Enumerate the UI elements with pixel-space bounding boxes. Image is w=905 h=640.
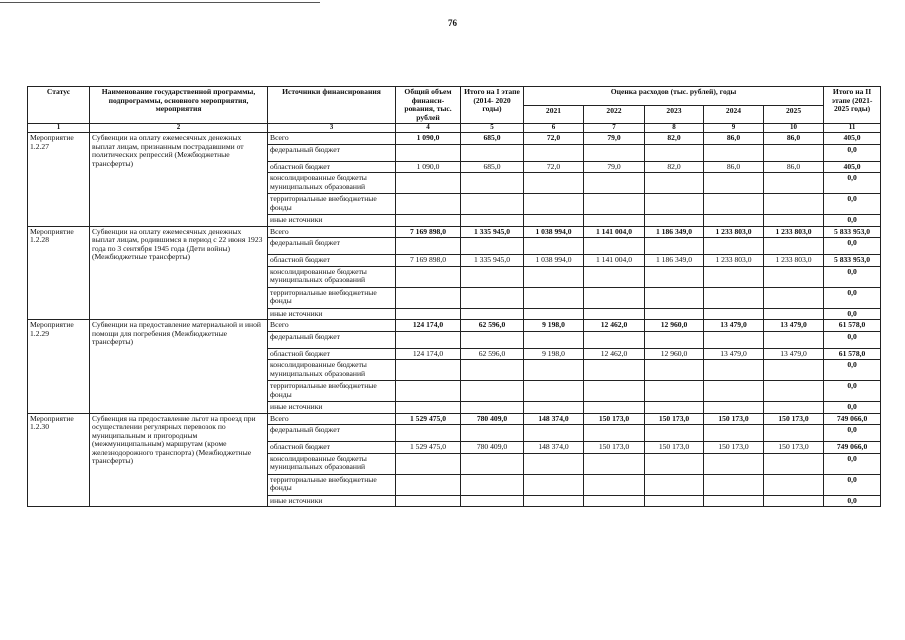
year-2023-cell <box>645 402 704 414</box>
total-cell <box>396 266 461 287</box>
funding-source: Всего <box>268 133 396 145</box>
funding-source: Всего <box>268 320 396 332</box>
funding-source: консолидированные бюджеты муниципальных образований <box>268 173 396 194</box>
column-number: 8 <box>645 124 704 133</box>
year-2021-cell <box>524 144 584 161</box>
year-2025-cell <box>764 194 824 215</box>
total-cell <box>396 381 461 402</box>
year-2021-cell <box>524 238 584 255</box>
total-cell <box>396 215 461 227</box>
table-header <box>28 87 881 133</box>
stage1-cell <box>461 381 524 402</box>
total-cell <box>396 194 461 215</box>
header-status: Статус <box>28 87 90 124</box>
stage1-cell: 1 335 945,0 <box>461 255 524 267</box>
funding-source: консолидированные бюджеты муниципальных образований <box>268 453 396 474</box>
total-cell: 124 174,0 <box>396 348 461 360</box>
year-2022-cell <box>584 331 645 348</box>
stage1-cell <box>461 287 524 308</box>
year-2023-cell <box>645 381 704 402</box>
total-cell <box>396 331 461 348</box>
stage2-cell: 0,0 <box>824 453 881 474</box>
total-cell <box>396 238 461 255</box>
year-2024-cell: 86,0 <box>704 161 764 173</box>
measure-status: Мероприятие 1.2.28 <box>28 226 90 320</box>
funding-source: иные источники <box>268 308 396 320</box>
column-number: 6 <box>524 124 584 133</box>
year-2024-cell <box>704 173 764 194</box>
column-number: 5 <box>461 124 524 133</box>
stage1-cell <box>461 425 524 442</box>
table-body <box>28 133 881 507</box>
year-2023-cell <box>645 215 704 227</box>
stage1-cell <box>461 495 524 507</box>
year-2024-cell <box>704 215 764 227</box>
total-cell <box>396 144 461 161</box>
stage2-cell: 61 578,0 <box>824 320 881 332</box>
year-2024-cell <box>704 425 764 442</box>
measure-status: Мероприятие 1.2.29 <box>28 320 90 414</box>
measure-name: Субвенции на предоставление материальной и иной помощи для погребения (Межбюджетные трансферты) <box>90 320 268 414</box>
scan-artifact-line <box>0 2 320 3</box>
funding-source: территориальные внебюджетные фонды <box>268 474 396 495</box>
year-2022-cell <box>584 194 645 215</box>
total-cell <box>396 308 461 320</box>
column-number-row <box>28 124 881 133</box>
year-2022-cell <box>584 238 645 255</box>
year-2024-cell: 1 233 803,0 <box>704 226 764 238</box>
stage2-cell: 0,0 <box>824 287 881 308</box>
stage1-cell <box>461 402 524 414</box>
year-2022-cell <box>584 381 645 402</box>
column-number: 4 <box>396 124 461 133</box>
stage1-cell <box>461 360 524 381</box>
year-2021-cell: 1 038 994,0 <box>524 255 584 267</box>
year-2025-cell: 150 173,0 <box>764 413 824 425</box>
year-2025-cell: 13 479,0 <box>764 348 824 360</box>
total-cell: 1 090,0 <box>396 133 461 145</box>
measure-name: Субвенции на оплату ежемесячных денежных выплат лицам, признанным пострадавшими от политических репрессий (Межбюджетные трансферты) <box>90 133 268 227</box>
year-2025-cell <box>764 331 824 348</box>
stage2-cell: 0,0 <box>824 331 881 348</box>
year-2022-cell: 79,0 <box>584 161 645 173</box>
total-cell: 1 529 475,0 <box>396 442 461 454</box>
year-2023-cell <box>645 331 704 348</box>
year-2022-cell: 12 462,0 <box>584 348 645 360</box>
stage2-cell: 749 066,0 <box>824 442 881 454</box>
year-2024-cell <box>704 194 764 215</box>
stage1-cell <box>461 453 524 474</box>
column-number: 9 <box>704 124 764 133</box>
year-2024-cell <box>704 495 764 507</box>
funding-source: федеральный бюджет <box>268 238 396 255</box>
stage1-cell <box>461 173 524 194</box>
header-sources: Источники финансирования <box>268 87 396 124</box>
year-2022-cell <box>584 287 645 308</box>
year-2024-cell <box>704 381 764 402</box>
year-2021-cell: 148 374,0 <box>524 442 584 454</box>
table-row <box>28 133 881 145</box>
year-2025-cell <box>764 495 824 507</box>
year-2022-cell: 12 462,0 <box>584 320 645 332</box>
year-2025-cell <box>764 474 824 495</box>
stage1-cell <box>461 194 524 215</box>
year-2022-cell <box>584 402 645 414</box>
year-2022-cell <box>584 173 645 194</box>
year-2025-cell <box>764 215 824 227</box>
year-2022-cell <box>584 453 645 474</box>
year-2024-cell <box>704 144 764 161</box>
year-2025-cell <box>764 144 824 161</box>
column-number: 7 <box>584 124 645 133</box>
funding-source: территориальные внебюджетные фонды <box>268 194 396 215</box>
year-2021-cell <box>524 360 584 381</box>
funding-source: областной бюджет <box>268 348 396 360</box>
year-2024-cell <box>704 402 764 414</box>
header-year: 2021 <box>524 105 584 124</box>
header-estimate: Оценка расходов (тыс. рублей), годы <box>524 87 824 106</box>
funding-source: областной бюджет <box>268 161 396 173</box>
funding-source: федеральный бюджет <box>268 331 396 348</box>
year-2021-cell <box>524 194 584 215</box>
year-2021-cell <box>524 453 584 474</box>
year-2023-cell: 82,0 <box>645 161 704 173</box>
stage1-cell <box>461 238 524 255</box>
year-2025-cell <box>764 360 824 381</box>
stage1-cell: 62 596,0 <box>461 348 524 360</box>
year-2023-cell <box>645 194 704 215</box>
stage2-cell: 0,0 <box>824 144 881 161</box>
year-2022-cell: 150 173,0 <box>584 413 645 425</box>
measure-name: Субвенция на предоставление льгот на проезд при осуществлении регулярных перевозок по муниципальным и пригородным (межмуниципальным) маршрутам (кроме железнодорожного транспорта) (Межбюджетные трансферты) <box>90 413 268 507</box>
year-2025-cell: 86,0 <box>764 161 824 173</box>
measure-status: Мероприятие 1.2.30 <box>28 413 90 507</box>
funding-source: консолидированные бюджеты муниципальных образований <box>268 360 396 381</box>
year-2022-cell <box>584 474 645 495</box>
year-2025-cell <box>764 381 824 402</box>
header-total: Общий объем финанси- рования, тыс. рублей <box>396 87 461 124</box>
year-2024-cell <box>704 360 764 381</box>
year-2023-cell <box>645 266 704 287</box>
table-row <box>28 226 881 238</box>
year-2021-cell <box>524 308 584 320</box>
stage2-cell: 0,0 <box>824 495 881 507</box>
year-2021-cell: 1 038 994,0 <box>524 226 584 238</box>
year-2024-cell <box>704 331 764 348</box>
funding-source: иные источники <box>268 402 396 414</box>
stage2-cell: 0,0 <box>824 215 881 227</box>
total-cell <box>396 425 461 442</box>
year-2024-cell: 13 479,0 <box>704 320 764 332</box>
stage2-cell: 0,0 <box>824 194 881 215</box>
total-cell <box>396 474 461 495</box>
year-2024-cell: 150 173,0 <box>704 413 764 425</box>
year-2023-cell <box>645 474 704 495</box>
year-2025-cell <box>764 425 824 442</box>
year-2025-cell: 150 173,0 <box>764 442 824 454</box>
year-2023-cell: 1 186 349,0 <box>645 226 704 238</box>
funding-source: консолидированные бюджеты муниципальных образований <box>268 266 396 287</box>
funding-source: иные источники <box>268 495 396 507</box>
stage1-cell <box>461 474 524 495</box>
year-2023-cell <box>645 453 704 474</box>
funding-source: Всего <box>268 413 396 425</box>
year-2021-cell <box>524 381 584 402</box>
stage1-cell: 685,0 <box>461 133 524 145</box>
total-cell <box>396 402 461 414</box>
funding-source: областной бюджет <box>268 442 396 454</box>
header-stage2: Итого на II этапе (2021- 2025 годы) <box>824 87 881 124</box>
page-number: 76 <box>448 18 457 28</box>
year-2024-cell <box>704 474 764 495</box>
year-2024-cell: 150 173,0 <box>704 442 764 454</box>
funding-source: территориальные внебюджетные фонды <box>268 381 396 402</box>
total-cell <box>396 453 461 474</box>
stage2-cell: 0,0 <box>824 474 881 495</box>
column-number: 2 <box>90 124 268 133</box>
year-2022-cell <box>584 495 645 507</box>
stage1-cell <box>461 266 524 287</box>
year-2024-cell <box>704 266 764 287</box>
stage2-cell: 0,0 <box>824 402 881 414</box>
year-2023-cell: 150 173,0 <box>645 413 704 425</box>
stage1-cell <box>461 144 524 161</box>
year-2021-cell: 72,0 <box>524 133 584 145</box>
year-2022-cell: 79,0 <box>584 133 645 145</box>
header-year: 2024 <box>704 105 764 124</box>
total-cell: 1 090,0 <box>396 161 461 173</box>
year-2024-cell: 1 233 803,0 <box>704 255 764 267</box>
stage2-cell: 0,0 <box>824 381 881 402</box>
stage2-cell: 5 833 953,0 <box>824 226 881 238</box>
year-2021-cell: 9 198,0 <box>524 348 584 360</box>
total-cell: 7 169 898,0 <box>396 226 461 238</box>
year-2024-cell <box>704 308 764 320</box>
year-2021-cell: 9 198,0 <box>524 320 584 332</box>
table-row <box>28 413 881 425</box>
header-name: Наименование государственной программы, подпрограммы, основного мероприятия, мероприятия <box>90 87 268 124</box>
header-year: 2022 <box>584 105 645 124</box>
header-year: 2023 <box>645 105 704 124</box>
year-2022-cell: 1 141 004,0 <box>584 226 645 238</box>
year-2023-cell: 82,0 <box>645 133 704 145</box>
budget-table <box>27 86 881 507</box>
year-2025-cell <box>764 173 824 194</box>
year-2025-cell: 86,0 <box>764 133 824 145</box>
total-cell <box>396 495 461 507</box>
stage2-cell: 0,0 <box>824 238 881 255</box>
year-2024-cell: 86,0 <box>704 133 764 145</box>
funding-source: иные источники <box>268 215 396 227</box>
column-number: 11 <box>824 124 881 133</box>
year-2023-cell: 1 186 349,0 <box>645 255 704 267</box>
year-2023-cell: 150 173,0 <box>645 442 704 454</box>
stage2-cell: 405,0 <box>824 161 881 173</box>
stage1-cell: 780 409,0 <box>461 413 524 425</box>
year-2025-cell: 1 233 803,0 <box>764 255 824 267</box>
year-2021-cell <box>524 474 584 495</box>
year-2021-cell: 72,0 <box>524 161 584 173</box>
funding-source: федеральный бюджет <box>268 144 396 161</box>
year-2023-cell: 12 960,0 <box>645 320 704 332</box>
column-number: 10 <box>764 124 824 133</box>
year-2022-cell: 150 173,0 <box>584 442 645 454</box>
year-2023-cell <box>645 495 704 507</box>
stage1-cell <box>461 215 524 227</box>
year-2021-cell <box>524 215 584 227</box>
year-2021-cell <box>524 287 584 308</box>
column-number: 3 <box>268 124 396 133</box>
year-2021-cell <box>524 425 584 442</box>
year-2022-cell <box>584 360 645 381</box>
year-2023-cell: 12 960,0 <box>645 348 704 360</box>
stage1-cell: 1 335 945,0 <box>461 226 524 238</box>
year-2021-cell: 148 374,0 <box>524 413 584 425</box>
year-2023-cell <box>645 360 704 381</box>
total-cell: 1 529 475,0 <box>396 413 461 425</box>
stage2-cell: 405,0 <box>824 133 881 145</box>
year-2025-cell <box>764 287 824 308</box>
year-2021-cell <box>524 495 584 507</box>
year-2021-cell <box>524 402 584 414</box>
total-cell: 7 169 898,0 <box>396 255 461 267</box>
funding-source: областной бюджет <box>268 255 396 267</box>
column-number: 1 <box>28 124 90 133</box>
stage1-cell: 62 596,0 <box>461 320 524 332</box>
year-2025-cell <box>764 266 824 287</box>
table-row <box>28 320 881 332</box>
year-2022-cell <box>584 425 645 442</box>
stage2-cell: 5 833 953,0 <box>824 255 881 267</box>
total-cell <box>396 287 461 308</box>
header-year: 2025 <box>764 105 824 124</box>
funding-source: Всего <box>268 226 396 238</box>
year-2025-cell <box>764 453 824 474</box>
funding-source: территориальные внебюджетные фонды <box>268 287 396 308</box>
measure-name: Субвенции на оплату ежемесячных денежных выплат лицам, родившимся в период с 22 июня 1923 года по 3 сентября 1945 года (Дети войны) (Межбюджетные трансферты) <box>90 226 268 320</box>
year-2023-cell <box>645 425 704 442</box>
year-2022-cell <box>584 144 645 161</box>
year-2024-cell <box>704 287 764 308</box>
year-2021-cell <box>524 173 584 194</box>
year-2021-cell <box>524 331 584 348</box>
stage1-cell: 685,0 <box>461 161 524 173</box>
year-2025-cell <box>764 308 824 320</box>
stage1-cell <box>461 308 524 320</box>
total-cell <box>396 360 461 381</box>
year-2024-cell <box>704 238 764 255</box>
stage1-cell <box>461 331 524 348</box>
stage2-cell: 0,0 <box>824 308 881 320</box>
stage2-cell: 0,0 <box>824 360 881 381</box>
measure-status: Мероприятие 1.2.27 <box>28 133 90 227</box>
year-2022-cell: 1 141 004,0 <box>584 255 645 267</box>
year-2023-cell <box>645 238 704 255</box>
year-2021-cell <box>524 266 584 287</box>
stage2-cell: 0,0 <box>824 425 881 442</box>
funding-source: федеральный бюджет <box>268 425 396 442</box>
year-2023-cell <box>645 144 704 161</box>
year-2022-cell <box>584 266 645 287</box>
year-2025-cell <box>764 238 824 255</box>
total-cell <box>396 173 461 194</box>
stage2-cell: 0,0 <box>824 173 881 194</box>
stage2-cell: 61 578,0 <box>824 348 881 360</box>
year-2025-cell: 13 479,0 <box>764 320 824 332</box>
year-2022-cell <box>584 215 645 227</box>
year-2024-cell: 13 479,0 <box>704 348 764 360</box>
year-2025-cell: 1 233 803,0 <box>764 226 824 238</box>
year-2022-cell <box>584 308 645 320</box>
year-2023-cell <box>645 287 704 308</box>
total-cell: 124 174,0 <box>396 320 461 332</box>
year-2023-cell <box>645 308 704 320</box>
stage2-cell: 0,0 <box>824 266 881 287</box>
year-2024-cell <box>704 453 764 474</box>
stage1-cell: 780 409,0 <box>461 442 524 454</box>
header-stage1: Итого на I этапе (2014- 2020 годы) <box>461 87 524 124</box>
year-2023-cell <box>645 173 704 194</box>
year-2025-cell <box>764 402 824 414</box>
stage2-cell: 749 066,0 <box>824 413 881 425</box>
